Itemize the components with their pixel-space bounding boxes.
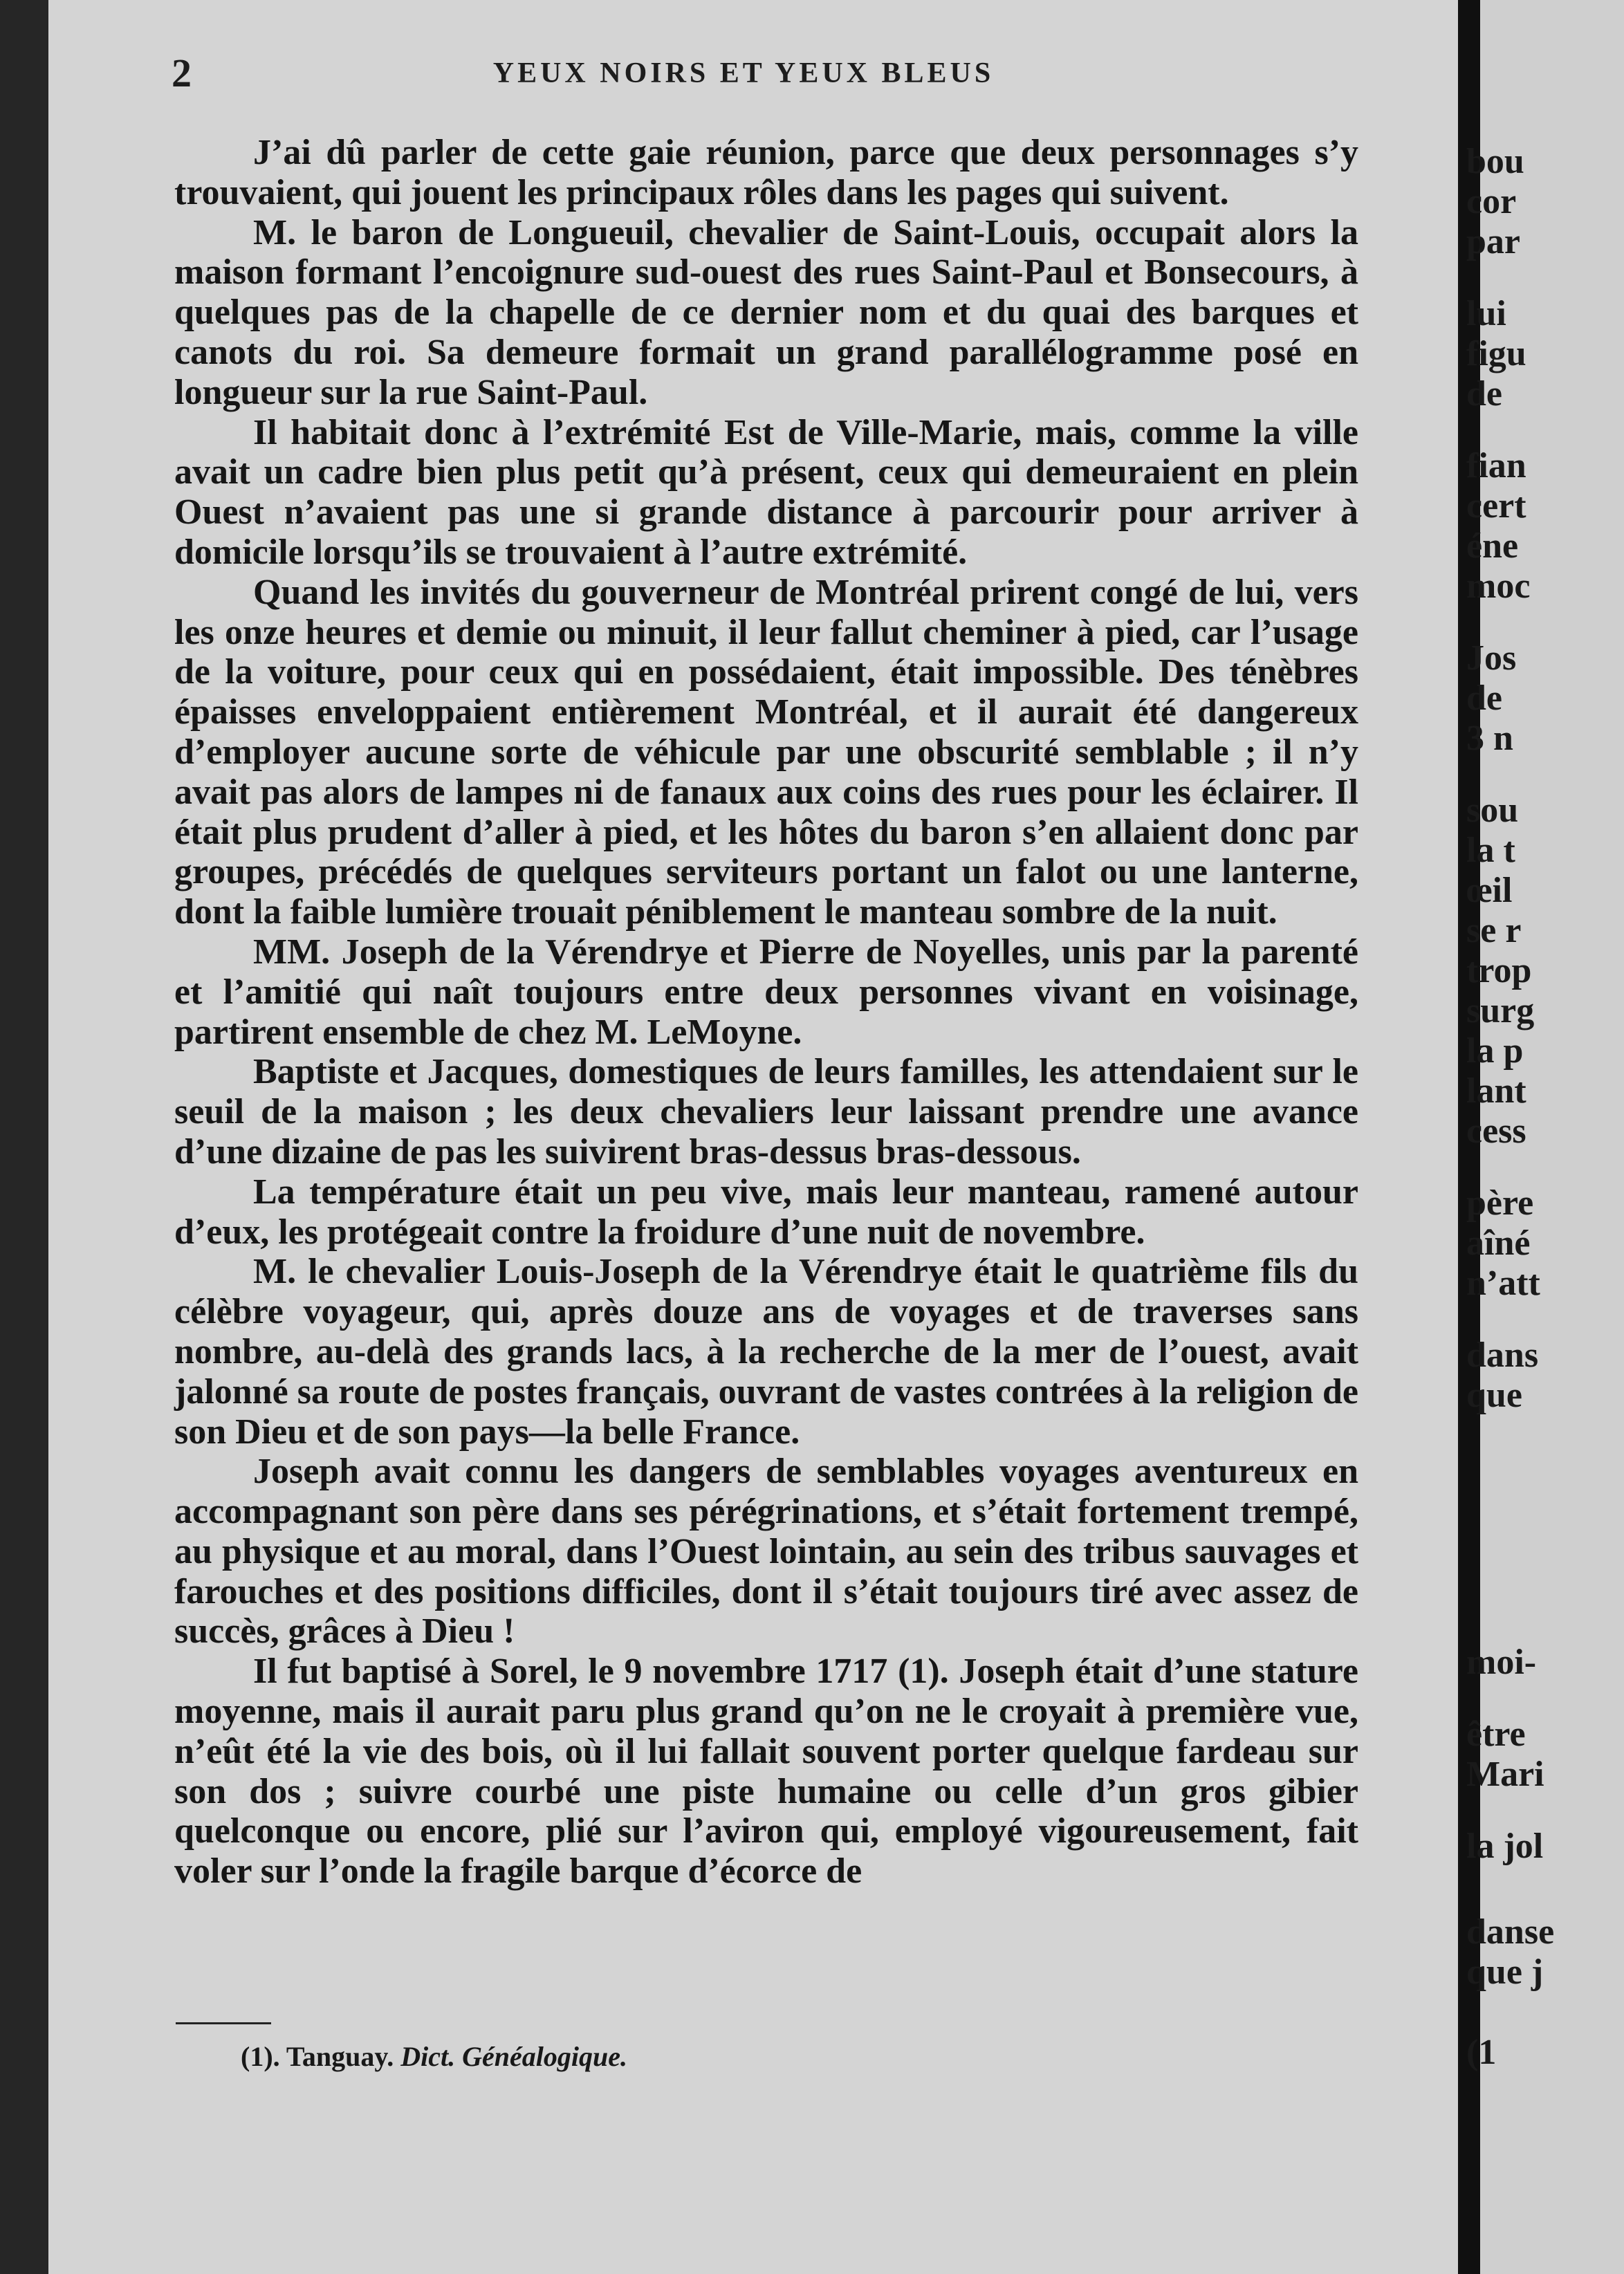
running-title: YEUX NOIRS ET YEUX BLEUS <box>492 57 995 89</box>
facing-page-fragment: lant <box>1466 1071 1526 1111</box>
page-number: 2 <box>172 50 192 95</box>
facing-page-fragment: cor <box>1466 182 1517 221</box>
footnote-source: Dict. Généalogique. <box>400 2041 627 2072</box>
facing-page-edge <box>1466 0 1624 2274</box>
footnote-marker: (1). Tanguay. <box>241 2041 394 2072</box>
paragraph: Il habitait donc à l’extrémité Est de Ville-Marie, mais, comme la ville avait un cadre bien plus petit qu’à présent, ceux qui demeuraient en plein Ouest n’avaient pas une si grande distance à parcourir pour arriver à domicile lorsqu’ils se trouvaient à l’autre extrémité. <box>174 412 1358 572</box>
facing-page-fragment: se r <box>1466 911 1522 950</box>
facing-page-fragment: la jol <box>1466 1827 1544 1866</box>
paragraph: Quand les invités du gouverneur de Montréal prirent congé de lui, vers les onze heures et demie ou minuit, il leur fallut cheminer à pied, car l’usage de la voiture, pour ceux qui en possédaient, était impossible. Des ténèbres épaisses enveloppaient entièrement Montréal, et il aurait été dangereux d’employer aucune sorte de véhicule par une obscurité semblable ; il n’y avait pas alors de lampes ni de fanaux aux coins des rues pour les éclairer. Il était plus prudent d’aller à pied, et les hôtes du baron s’en allaient donc par groupes, précédés de quelques serviteurs portant un falot ou une lanterne, dont la faible lumière trouait péniblement le manteau sombre de la nuit. <box>174 572 1358 932</box>
paragraph: J’ai dû parler de cette gaie réunion, parce que deux personnages s’y trouvaient, qui jouent les principaux rôles dans les pages qui suivent. <box>174 133 1358 212</box>
facing-page-fragment: par <box>1466 222 1520 261</box>
facing-page-fragment: (1 <box>1466 2033 1497 2072</box>
facing-page-fragment: 3 n <box>1466 719 1513 758</box>
facing-page-fragment: la t <box>1466 831 1515 870</box>
facing-page-fragment: moc <box>1466 566 1531 606</box>
page-header <box>124 50 1363 105</box>
facing-page-fragment: sou <box>1466 791 1519 830</box>
facing-page-fragment: être <box>1466 1714 1526 1754</box>
facing-page-fragment: bou <box>1466 142 1524 181</box>
facing-page-fragment: n’att <box>1466 1264 1540 1303</box>
facing-page-fragment: lui <box>1466 294 1506 333</box>
footnote <box>241 2040 627 2073</box>
facing-page-fragment: Jos <box>1466 638 1517 678</box>
paragraph: La température était un peu vive, mais leur manteau, ramené autour d’eux, les protégeait contre la froidure d’une nuit de novembre. <box>174 1172 1358 1252</box>
facing-page-fragment: œil <box>1466 871 1513 910</box>
facing-page-fragment: Mari <box>1466 1755 1544 1794</box>
body-text <box>174 133 1358 1892</box>
facing-page-fragment: que <box>1466 1376 1522 1415</box>
scan-left-margin <box>0 0 48 2274</box>
facing-page-fragment: dans <box>1466 1335 1539 1375</box>
facing-page-fragment: moi- <box>1466 1643 1537 1682</box>
facing-page-fragment: que j <box>1466 1952 1544 1992</box>
facing-page-fragment: père <box>1466 1183 1534 1223</box>
facing-page-fragment: surg <box>1466 991 1535 1030</box>
facing-page-fragment: fian <box>1466 446 1526 486</box>
facing-page-fragment: éne <box>1466 526 1519 566</box>
paragraph: M. le chevalier Louis-Joseph de la Vérendrye était le quatrième fils du célèbre voyageur, qui, après douze ans de voyages et de traverses sans nombre, au-delà des grands lacs, à la recherche de la mer de l’ouest, avait jalonné sa route de postes français, ouvrant de vastes contrées à la religion de son Dieu et de son pays—la belle France. <box>174 1252 1358 1452</box>
paragraph: Joseph avait connu les dangers de semblables voyages aventureux en accompagnant son père dans ses pérégrinations, et s’était fortement trempé, au physique et au moral, dans l’Ouest lointain, au sein des tribus sauvages et farouches et des positions difficiles, dont il s’était toujours tiré avec assez de succès, grâces à Dieu ! <box>174 1452 1358 1652</box>
facing-page-fragment: de <box>1466 374 1502 414</box>
facing-page-fragment: figu <box>1466 334 1526 373</box>
paragraph: M. le baron de Longueuil, chevalier de Saint-Louis, occupait alors la maison formant l’encoignure sud-ouest des rues Saint-Paul et Bonsecours, à quelques pas de la chapelle de ce dernier nom et du quai des barques et canots du roi. Sa demeure formait un grand parallélogramme posé en longueur sur la rue Saint-Paul. <box>174 212 1358 412</box>
facing-page-fragment: la p <box>1466 1031 1524 1071</box>
footnote-rule <box>176 2022 271 2024</box>
facing-page-fragment: trop <box>1466 951 1532 990</box>
facing-page-fragment: cert <box>1466 486 1526 526</box>
facing-page-fragment: cess <box>1466 1111 1526 1151</box>
facing-page-fragment: aîné <box>1466 1223 1531 1263</box>
paragraph: Il fut baptisé à Sorel, le 9 novembre 1717 (1). Joseph était d’une stature moyenne, mais il aurait paru plus grand qu’on ne le croyait à première vue, n’eût été la vie des bois, où il lui fallait souvent porter quelque fardeau sur son dos ; suivre courbé une piste humaine ou celle d’un gros gibier quelconque ou encore, plié sur l’aviron qui, employé vigoureusement, fait voler sur l’onde la fragile barque d’écorce de <box>174 1652 1358 1892</box>
facing-page-fragment: de <box>1466 678 1502 718</box>
paragraph: MM. Joseph de la Vérendrye et Pierre de Noyelles, unis par la parenté et l’amitié qui naît toujours entre deux personnes vivant en voisinage, partirent ensemble de chez M. LeMoyne. <box>174 932 1358 1052</box>
facing-page-fragment: danse <box>1466 1912 1555 1952</box>
paragraph: Baptiste et Jacques, domestiques de leurs familles, les attendaient sur le seuil de la maison ; les deux chevaliers leur laissant prendre une avance d’une dizaine de pas les suivirent bras-dessus bras-dessous. <box>174 1052 1358 1172</box>
